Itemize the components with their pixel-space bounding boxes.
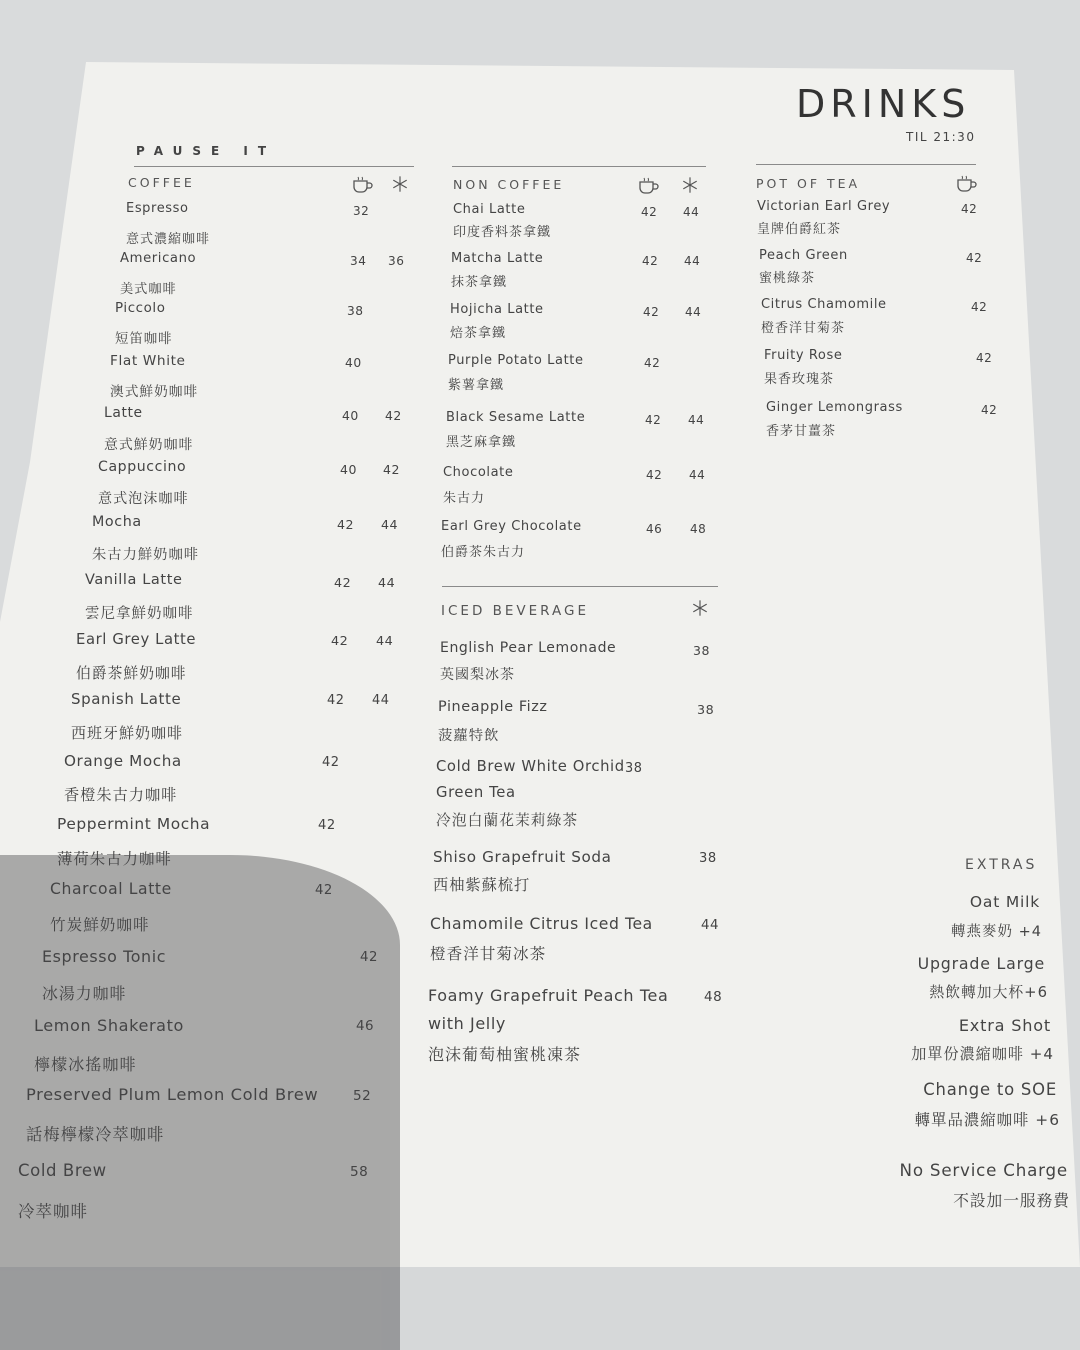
tea-item-price: 42 [966,251,983,265]
tea-item-price: 42 [976,351,993,365]
non-coffee-item-price-hot: 42 [641,205,658,219]
iced-item-name-zh: 菠蘿特飲 [438,728,500,744]
iced-snowflake-icon [689,599,711,617]
iced-snowflake-icon [389,175,411,193]
coffee-item-price-hot: 42 [337,517,355,532]
non-coffee-item-price-iced: 44 [685,305,702,319]
iced-item-price: 38 [699,851,717,866]
coffee-item-name-zh: 檸檬冰搖咖啡 [34,1055,137,1074]
coffee-item-name-zh: 冰湯力咖啡 [42,984,127,1003]
extra-item-name: No Service Charge [899,1160,1068,1180]
non-coffee-item-price-hot: 46 [646,522,663,536]
coffee-item-price-hot: 52 [353,1088,372,1104]
non-coffee-item-name: Earl Grey Chocolate [441,519,582,534]
tea-item-price: 42 [961,202,978,216]
tea-item-price: 42 [981,403,998,417]
extra-item-name: Upgrade Large [917,954,1045,973]
coffee-item-price-iced: 44 [381,517,399,532]
coffee-item-name: Mocha [92,514,142,530]
iced-item-name: Foamy Grapefruit Peach Tea [428,986,669,1005]
coffee-item-name: Vanilla Latte [85,572,183,588]
iced-item-name-zh: 冷泡白蘭花茉莉綠茶 [436,812,579,829]
non-coffee-item-price-iced: 44 [683,205,700,219]
non-coffee-item-name-zh: 焙茶拿鐵 [450,326,507,341]
non-coffee-item-name-zh: 印度香料茶拿鐵 [453,225,552,240]
tea-item-name-zh: 香茅甘薑茶 [766,424,837,439]
divider [134,166,414,167]
non-coffee-item-price-hot: 42 [642,254,659,268]
coffee-item-name-zh: 伯爵茶鮮奶咖啡 [76,665,187,682]
iced-item-name: Cold Brew White Orchid [436,758,625,775]
tea-item-name-zh: 皇牌伯爵紅茶 [757,222,842,237]
iced-item-price: 38 [625,761,643,776]
extra-item-name: Extra Shot [958,1016,1051,1035]
extra-item-name: Oat Milk [969,893,1040,911]
iced-item-name: English Pear Lemonade [440,640,617,656]
coffee-item-price-hot: 42 [331,634,349,649]
iced-item-price: 38 [693,643,710,658]
iced-item-name-line2: with Jelly [428,1014,506,1033]
coffee-item-name: Piccolo [115,301,166,316]
extra-item-name-zh: 熱飲轉加大杯+6 [929,984,1048,1001]
coffee-item-name: Latte [104,405,143,421]
coffee-item-price-hot: 42 [322,755,340,770]
coffee-item-name-zh: 冷萃咖啡 [18,1202,88,1221]
coffee-item-name-zh: 香橙朱古力咖啡 [64,786,178,804]
non-coffee-item-name: Purple Potato Latte [448,353,584,368]
non-coffee-item-name-zh: 黑芝麻拿鐵 [446,435,517,450]
coffee-item-name: Lemon Shakerato [34,1016,184,1035]
coffee-item-name-zh: 意式泡沫咖啡 [98,491,189,507]
coffee-item-name: Cappuccino [98,459,187,475]
iced-item-name-zh: 西柚紫蘇梳打 [433,876,531,894]
coffee-item-name-zh: 薄荷朱古力咖啡 [57,850,172,868]
brand-name: PAUSE IT [136,144,277,158]
non-coffee-item-price-hot: 42 [644,356,661,370]
coffee-item-name: Orange Mocha [64,752,182,770]
tea-item-name: Peach Green [759,248,848,263]
iced-item-price: 38 [697,702,715,717]
tea-item-name: Ginger Lemongrass [766,400,903,415]
coffee-item-price-hot: 42 [327,693,345,708]
coffee-item-name-zh: 澳式鮮奶咖啡 [110,384,199,400]
iced-item-name-zh: 橙香洋甘菊冰茶 [430,945,547,963]
coffee-item-name: Spanish Latte [71,690,182,708]
hand-shadow [0,855,400,1350]
tea-item-name: Victorian Earl Grey [757,199,891,214]
iced-item-name: Chamomile Citrus Iced Tea [430,915,653,933]
non-coffee-item-price-hot: 42 [646,468,663,482]
section-heading-pot-of-tea: POT OF TEA [756,176,861,191]
coffee-item-name-zh: 短笛咖啡 [115,332,173,347]
coffee-item-name-zh: 朱古力鮮奶咖啡 [92,547,200,563]
hot-cup-icon [352,176,374,194]
non-coffee-item-price-hot: 42 [643,305,660,319]
tea-item-name: Citrus Chamomile [761,297,887,312]
non-coffee-item-name-zh: 朱古力 [443,491,486,506]
tea-item-name-zh: 橙香洋甘菊茶 [761,321,846,336]
non-coffee-item-price-iced: 44 [688,413,705,427]
coffee-item-price-hot: 38 [347,304,364,318]
extra-item-name-zh: 不設加一服務費 [953,1191,1070,1210]
non-coffee-item-name: Matcha Latte [451,251,544,266]
coffee-item-price-hot: 42 [360,950,378,965]
iced-item-name-line2: Green Tea [436,784,516,801]
non-coffee-item-price-iced: 48 [690,522,707,536]
coffee-item-price-hot: 42 [315,883,333,898]
extra-item-name-zh: 加單份濃縮咖啡 +4 [911,1045,1054,1063]
non-coffee-item-price-iced: 44 [689,468,706,482]
non-coffee-item-name-zh: 抹茶拿鐵 [451,275,508,290]
coffee-item-price-hot: 46 [356,1019,375,1034]
iced-snowflake-icon [679,176,701,194]
coffee-item-price-iced: 42 [383,462,400,477]
coffee-item-name-zh: 竹炭鮮奶咖啡 [50,916,150,934]
tea-item-name-zh: 蜜桃綠茶 [759,271,816,286]
coffee-item-price-hot: 58 [350,1164,369,1180]
extra-item-name-zh: 轉燕麥奶 +4 [951,924,1042,940]
coffee-item-name: Espresso Tonic [42,947,167,966]
coffee-item-price-hot: 32 [353,204,370,218]
coffee-item-price-hot: 42 [334,575,352,590]
iced-item-price: 48 [704,989,723,1005]
non-coffee-item-name: Hojicha Latte [450,302,544,317]
iced-item-name: Pineapple Fizz [438,699,548,715]
coffee-item-name: Earl Grey Latte [76,631,197,648]
extra-item-name-zh: 轉單品濃縮咖啡 +6 [914,1111,1060,1129]
coffee-item-name-zh: 意式鮮奶咖啡 [104,437,194,453]
menu-title: DRINKS [796,82,971,126]
coffee-item-name: Espresso [126,201,189,216]
teapot-icon [956,175,978,193]
coffee-item-name: Americano [120,251,197,266]
iced-item-name-zh: 英國梨冰茶 [440,667,515,683]
non-coffee-item-name-zh: 紫薯拿鐵 [448,378,505,393]
coffee-item-price-hot: 34 [350,254,367,268]
coffee-item-name-zh: 美式咖啡 [120,282,177,297]
coffee-item-price-iced: 44 [378,575,396,590]
coffee-item-price-hot: 40 [342,408,359,423]
hot-cup-icon [638,177,660,195]
divider [442,586,718,587]
coffee-item-price-hot: 42 [318,818,336,833]
coffee-item-name: Charcoal Latte [50,880,172,898]
coffee-item-name-zh: 雲尼拿鮮奶咖啡 [85,606,194,622]
coffee-item-price-iced: 42 [385,408,402,423]
iced-item-name-zh: 泡沫葡萄柚蜜桃凍茶 [428,1045,582,1064]
tea-item-name-zh: 果香玫瑰茶 [764,372,835,387]
iced-item-price: 44 [701,918,719,933]
divider [452,166,706,167]
divider [756,164,976,165]
coffee-item-name: Peppermint Mocha [57,815,211,833]
non-coffee-item-name: Black Sesame Latte [446,410,586,425]
section-heading-iced-beverage: ICED BEVERAGE [441,603,590,619]
section-heading-coffee: COFFEE [128,175,195,190]
section-heading-extras: EXTRAS [965,857,1038,873]
section-heading-non-coffee: NON COFFEE [453,177,565,192]
coffee-item-name: Cold Brew [18,1161,107,1180]
coffee-item-name-zh: 西班牙鮮奶咖啡 [71,724,184,742]
opening-hours: TIL 21:30 [906,130,976,144]
tea-item-price: 42 [971,300,988,314]
coffee-item-price-iced: 44 [372,693,390,708]
non-coffee-item-name: Chocolate [443,465,514,480]
non-coffee-item-price-hot: 42 [645,413,662,427]
coffee-item-name-zh: 話梅檸檬冷萃咖啡 [26,1125,165,1144]
coffee-item-price-iced: 36 [388,254,405,268]
iced-item-name: Shiso Grapefruit Soda [433,848,612,866]
coffee-item-name: Flat White [110,353,186,369]
coffee-item-price-hot: 40 [340,462,357,477]
non-coffee-item-price-iced: 44 [684,254,701,268]
coffee-item-price-hot: 40 [345,356,362,370]
coffee-item-name-zh: 意式濃縮咖啡 [126,232,211,247]
tea-item-name: Fruity Rose [764,348,843,363]
coffee-item-price-iced: 44 [376,634,394,649]
coffee-item-name: Preserved Plum Lemon Cold Brew [26,1085,319,1104]
extra-item-name: Change to SOE [923,1080,1057,1099]
non-coffee-item-name-zh: 伯爵茶朱古力 [441,545,526,560]
non-coffee-item-name: Chai Latte [453,202,526,217]
